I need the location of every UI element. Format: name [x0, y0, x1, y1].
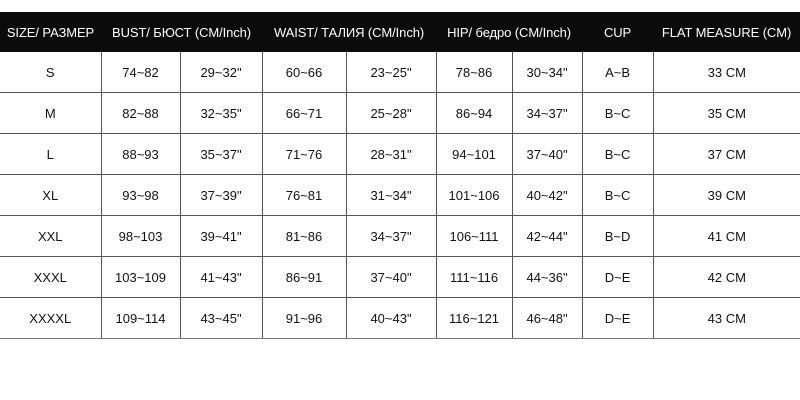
header-flat-measure: FLAT MEASURE (CM) [653, 12, 800, 52]
cell-cup: B~C [582, 134, 653, 175]
table-body [0, 52, 800, 339]
table-row [0, 134, 800, 175]
cell-hip-cm: 94~101 [436, 134, 512, 175]
cell-hip-cm: 78~86 [436, 52, 512, 93]
header-bust: BUST/ БЮСТ (CM/Inch) [101, 12, 262, 52]
header-waist: WAIST/ ТАЛИЯ (CM/Inch) [262, 12, 436, 52]
cell-size: S [0, 52, 101, 93]
cell-bust-cm: 82~88 [101, 93, 180, 134]
cell-waist-cm: 81~86 [262, 216, 346, 257]
cell-bust-cm: 88~93 [101, 134, 180, 175]
cell-flat-measure: 39 CM [653, 175, 800, 216]
header-hip: HIP/ бедро (CM/Inch) [436, 12, 582, 52]
cell-flat-measure: 43 CM [653, 298, 800, 339]
cell-hip-cm: 116~121 [436, 298, 512, 339]
cell-hip-inch: 46~48" [512, 298, 582, 339]
cell-waist-inch: 23~25" [346, 52, 436, 93]
cell-size: L [0, 134, 101, 175]
cell-waist-cm: 76~81 [262, 175, 346, 216]
cell-bust-inch: 35~37" [180, 134, 262, 175]
cell-size: XXXXL [0, 298, 101, 339]
cell-waist-cm: 91~96 [262, 298, 346, 339]
header-row [0, 12, 800, 52]
cell-flat-measure: 35 CM [653, 93, 800, 134]
cell-hip-inch: 34~37" [512, 93, 582, 134]
cell-waist-cm: 60~66 [262, 52, 346, 93]
cell-flat-measure: 42 CM [653, 257, 800, 298]
cell-size: M [0, 93, 101, 134]
table-row [0, 175, 800, 216]
cell-hip-cm: 86~94 [436, 93, 512, 134]
cell-waist-inch: 40~43" [346, 298, 436, 339]
header-cup: CUP [582, 12, 653, 52]
cell-hip-cm: 111~116 [436, 257, 512, 298]
cell-bust-inch: 41~43" [180, 257, 262, 298]
cell-waist-inch: 37~40" [346, 257, 436, 298]
cell-cup: D~E [582, 257, 653, 298]
cell-waist-inch: 34~37" [346, 216, 436, 257]
cell-waist-cm: 86~91 [262, 257, 346, 298]
cell-size: XXL [0, 216, 101, 257]
table-row [0, 257, 800, 298]
cell-waist-inch: 25~28" [346, 93, 436, 134]
cell-bust-inch: 37~39" [180, 175, 262, 216]
header-size: SIZE/ РАЗМЕР [0, 12, 101, 52]
cell-cup: A~B [582, 52, 653, 93]
cell-bust-inch: 29~32" [180, 52, 262, 93]
cell-flat-measure: 41 CM [653, 216, 800, 257]
table-row [0, 52, 800, 93]
cell-waist-inch: 31~34" [346, 175, 436, 216]
cell-waist-cm: 71~76 [262, 134, 346, 175]
cell-size: XXXL [0, 257, 101, 298]
cell-bust-cm: 98~103 [101, 216, 180, 257]
cell-bust-cm: 103~109 [101, 257, 180, 298]
cell-size: XL [0, 175, 101, 216]
cell-cup: D~E [582, 298, 653, 339]
cell-bust-inch: 43~45" [180, 298, 262, 339]
cell-flat-measure: 33 CM [653, 52, 800, 93]
cell-cup: B~C [582, 175, 653, 216]
cell-bust-inch: 32~35" [180, 93, 262, 134]
cell-bust-cm: 74~82 [101, 52, 180, 93]
cell-hip-cm: 101~106 [436, 175, 512, 216]
cell-bust-cm: 93~98 [101, 175, 180, 216]
table-row [0, 93, 800, 134]
cell-hip-inch: 44~36" [512, 257, 582, 298]
cell-hip-inch: 37~40" [512, 134, 582, 175]
cell-hip-inch: 40~42" [512, 175, 582, 216]
cell-waist-cm: 66~71 [262, 93, 346, 134]
table-row [0, 216, 800, 257]
cell-hip-inch: 30~34" [512, 52, 582, 93]
size-chart-table [0, 12, 800, 339]
cell-waist-inch: 28~31" [346, 134, 436, 175]
cell-flat-measure: 37 CM [653, 134, 800, 175]
cell-cup: B~D [582, 216, 653, 257]
cell-hip-inch: 42~44" [512, 216, 582, 257]
cell-bust-cm: 109~114 [101, 298, 180, 339]
cell-hip-cm: 106~111 [436, 216, 512, 257]
table-row [0, 298, 800, 339]
cell-cup: B~C [582, 93, 653, 134]
cell-bust-inch: 39~41" [180, 216, 262, 257]
